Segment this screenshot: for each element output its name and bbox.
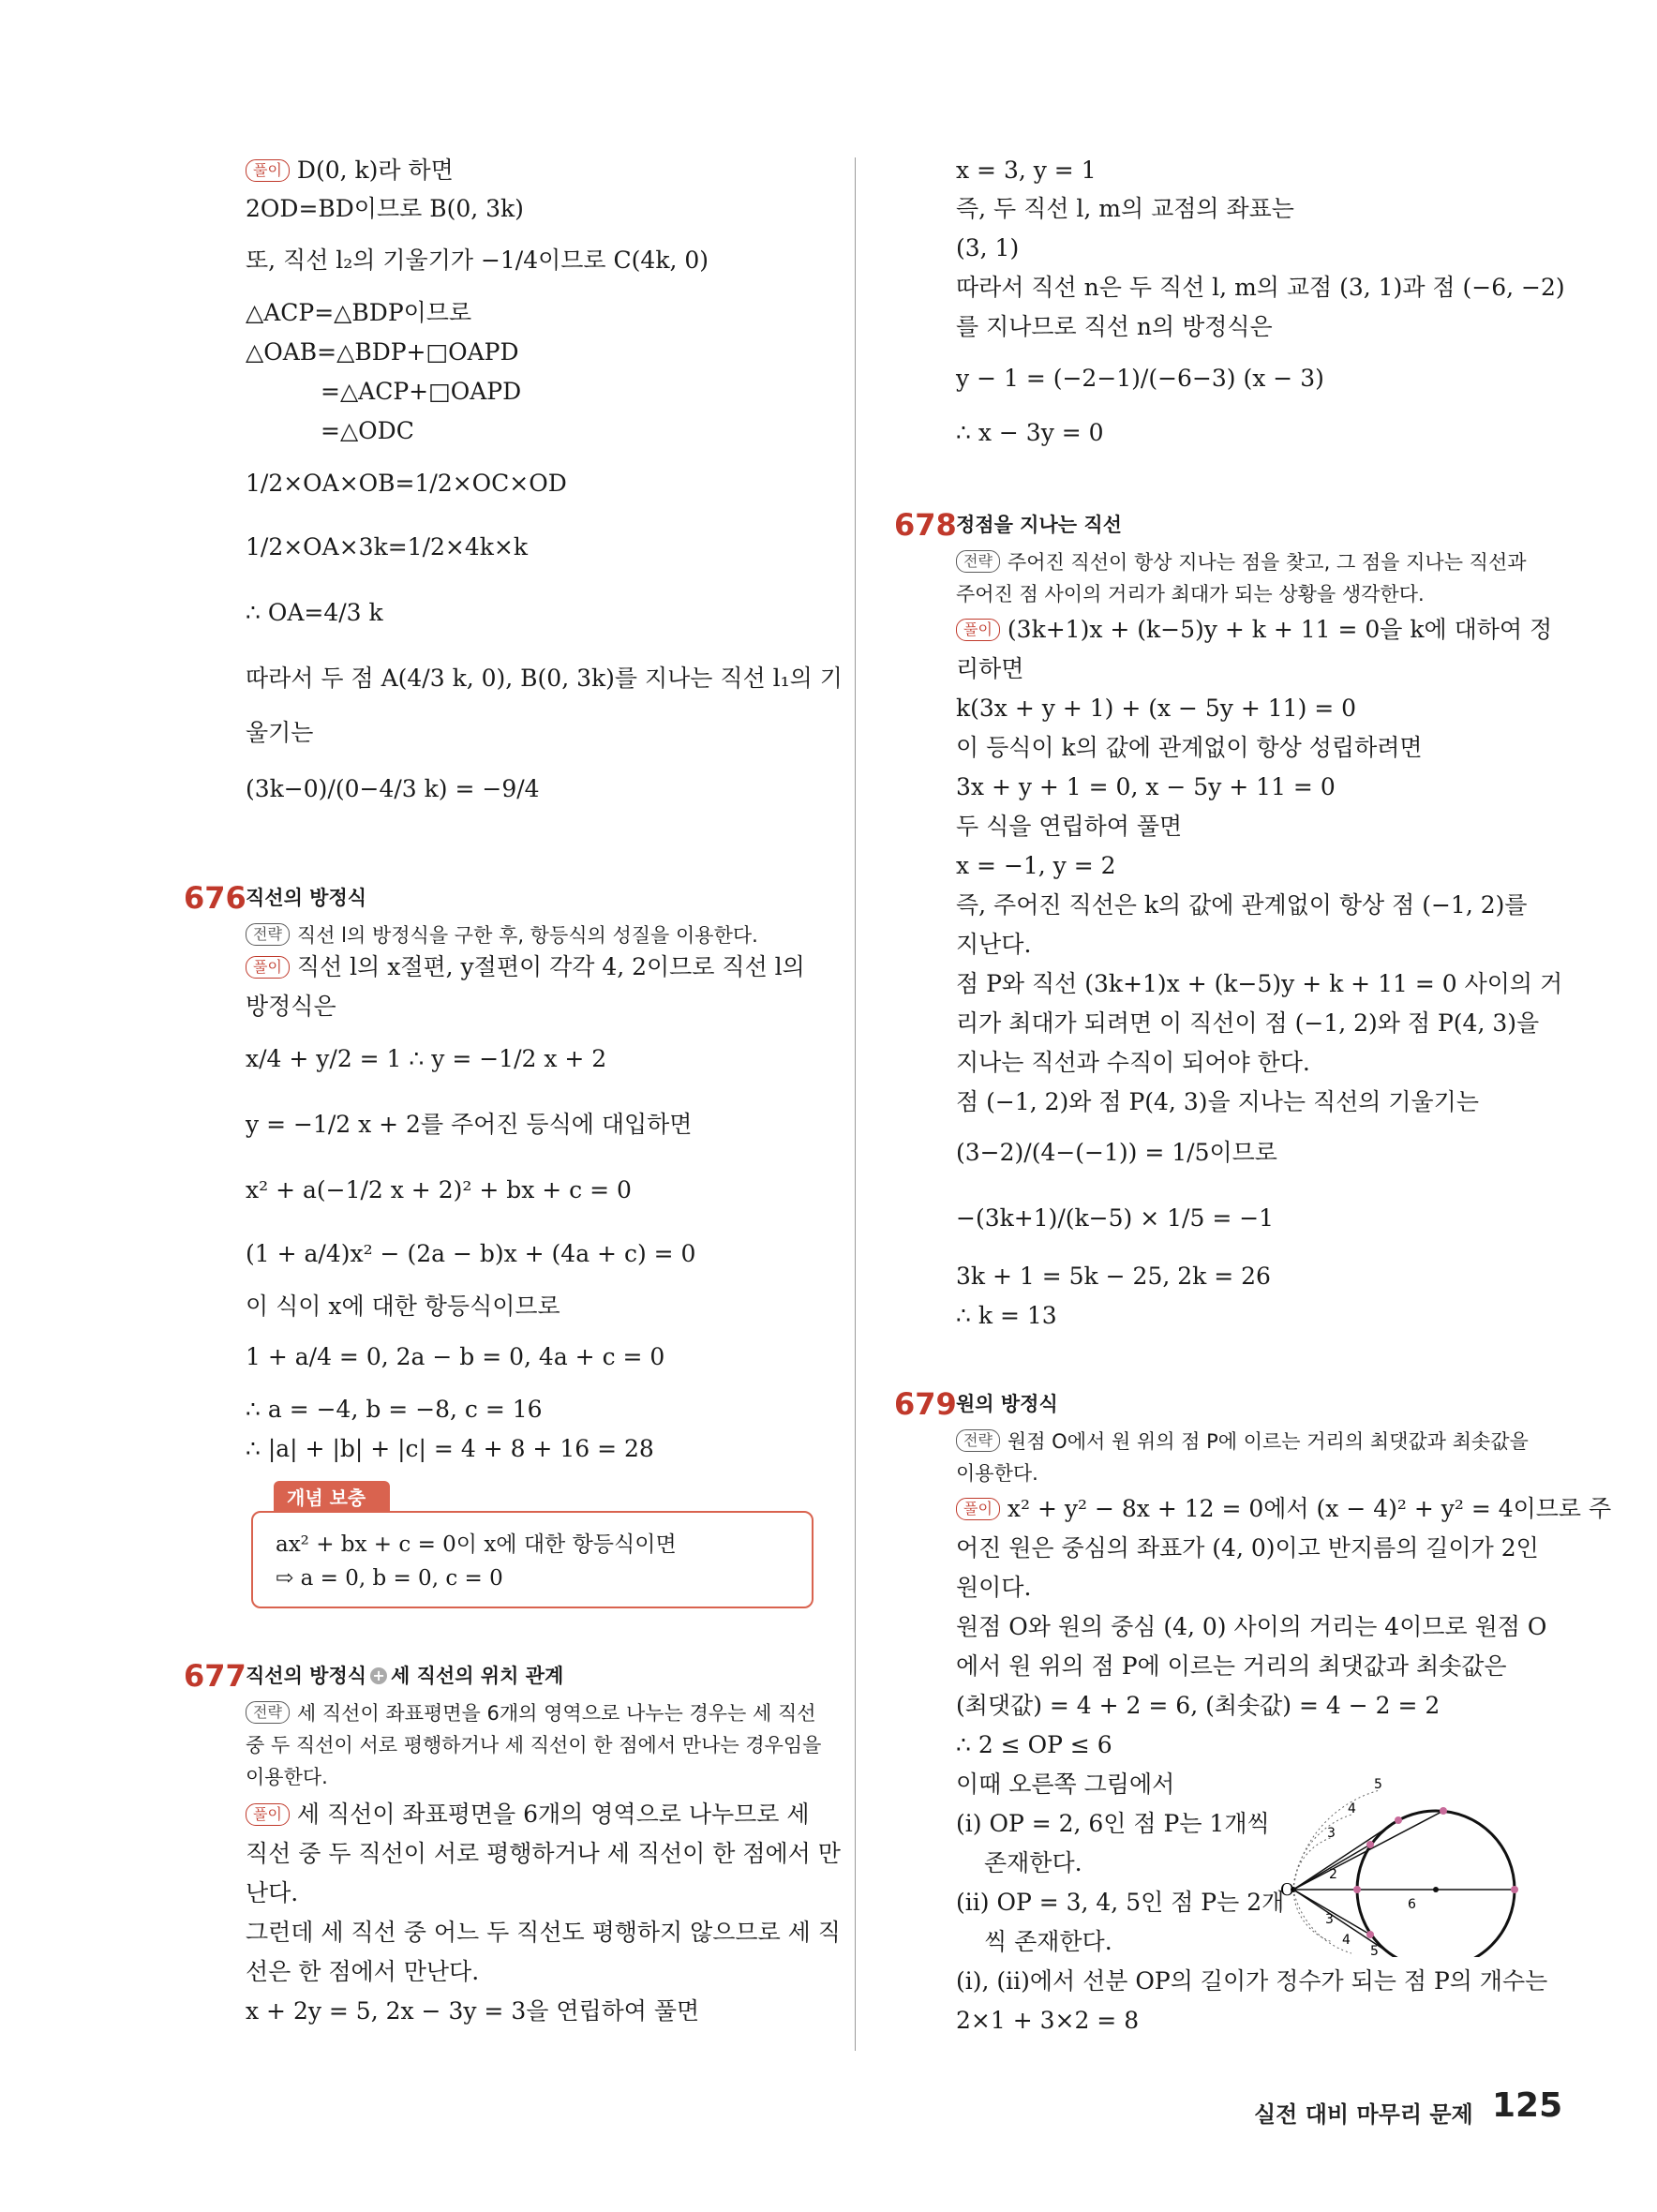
problem-title-677: 직선의 방정식 + 세 직선의 위치 관계 bbox=[246, 1665, 564, 1687]
intro-line-9: 1/2×OA×3k=1/2×4k×k bbox=[246, 533, 529, 560]
solution-679-line-10: 존재한다. bbox=[984, 1849, 1082, 1876]
concept-box-title: 개념 보충 bbox=[274, 1481, 390, 1514]
intro-line-8: 1/2×OA×OB=1/2×OC×OD bbox=[246, 470, 567, 497]
point-p-2 bbox=[1353, 1886, 1361, 1893]
solution-678-line-15: −(3k+1)/(k−5) × 1/5 = −1 bbox=[956, 1204, 1275, 1232]
intro-line-6: =△ACP+□OAPD bbox=[321, 378, 522, 405]
problem-number-679: 679 bbox=[894, 1386, 957, 1422]
solution-676-line-3: x/4 + y/2 = 1 ∴ y = −1/2 x + 2 bbox=[246, 1045, 607, 1072]
solution-678-line-2: 리하면 bbox=[956, 655, 1024, 682]
solution-tag: 풀이 bbox=[956, 619, 1000, 641]
solution-tag: 풀이 bbox=[956, 1498, 1000, 1520]
solution-679-line-11: (ⅱ) OP = 3, 4, 5인 점 P는 2개 bbox=[956, 1889, 1285, 1916]
strategy-677-line-1: 전략 세 직선이 좌표평면을 6개의 영역으로 나누는 경우는 세 직선 bbox=[246, 1698, 816, 1728]
footer-label: 실전 대비 마무리 문제 bbox=[1254, 2101, 1473, 2128]
strategy-tag: 전략 bbox=[246, 923, 290, 946]
solution-679-line-1: 풀이 x² + y² − 8x + 12 = 0에서 (x − 4)² + y² = 4이므로 주 bbox=[956, 1494, 1611, 1524]
solution-677-line-6: x + 2y = 5, 2x − 3y = 3을 연립하여 풀면 bbox=[246, 1997, 700, 2025]
solution-679-line-3: 원이다. bbox=[956, 1574, 1032, 1601]
strategy-tag: 전략 bbox=[956, 550, 1000, 573]
intro-line-12: 울기는 bbox=[246, 719, 314, 746]
problem-number-678: 678 bbox=[894, 507, 957, 543]
cont-line-7: ∴ x − 3y = 0 bbox=[956, 419, 1104, 446]
intro-line-3: 또, 직선 l₂의 기울기가 −1/4이므로 C(4k, 0) bbox=[246, 247, 709, 274]
problem-number-677: 677 bbox=[184, 1658, 246, 1694]
problem-title-676: 직선의 방정식 bbox=[246, 887, 367, 909]
solution-678-line-14: (3−2)/(4−(−1)) = 1/5이므로 bbox=[956, 1139, 1277, 1166]
solution-679-line-9: (ⅰ) OP = 2, 6인 점 P는 1개씩 bbox=[956, 1810, 1270, 1837]
point-p-3-bottom bbox=[1366, 1931, 1374, 1938]
solution-678-line-1: 풀이 (3k+1)x + (k−5)y + k + 11 = 0을 k에 대하여 정 bbox=[956, 615, 1552, 645]
solution-678-line-7: x = −1, y = 2 bbox=[956, 852, 1116, 879]
segment-OP-5-top bbox=[1293, 1811, 1443, 1890]
solution-tag: 풀이 bbox=[246, 956, 290, 979]
point-p-4-top bbox=[1395, 1816, 1402, 1824]
label-origin: O bbox=[1280, 1880, 1294, 1900]
solution-678-line-11: 리가 최대가 되려면 이 직선이 점 (−1, 2)와 점 P(4, 3)을 bbox=[956, 1009, 1540, 1037]
strategy-678-line-2: 주어진 점 사이의 거리가 최대가 되는 상황을 생각한다. bbox=[956, 583, 1425, 605]
strategy-679-line-1: 전략 원점 O에서 원 위의 점 P에 이르는 거리의 최댓값과 최솟값을 bbox=[956, 1427, 1529, 1457]
point-p-5-top bbox=[1440, 1807, 1447, 1815]
point-p-3-top bbox=[1366, 1841, 1374, 1848]
strategy-677-line-3: 이용한다. bbox=[246, 1766, 328, 1788]
strategy-678-line-1: 전략 주어진 직선이 항상 지나는 점을 찾고, 그 점을 지나는 직선과 bbox=[956, 547, 1527, 577]
solution-676-line-5: x² + a(−1/2 x + 2)² + bx + c = 0 bbox=[246, 1176, 632, 1203]
intro-line-4: △ACP=△BDP이므로 bbox=[246, 299, 472, 326]
page-number: 125 bbox=[1492, 2086, 1563, 2125]
solution-676-line-9: ∴ a = −4, b = −8, c = 16 bbox=[246, 1396, 543, 1423]
intro-line-13: (3k−0)/(0−4/3 k) = −9/4 bbox=[246, 775, 540, 802]
label-2: 2 bbox=[1329, 1867, 1337, 1882]
solution-678-line-6: 두 식을 연립하여 풀면 bbox=[956, 813, 1183, 840]
solution-679-line-2: 어진 원은 중심의 좌표가 (4, 0)이고 반지름의 길이가 2인 bbox=[956, 1534, 1539, 1562]
label-6: 6 bbox=[1408, 1897, 1416, 1912]
problem-title-679: 원의 방정식 bbox=[956, 1393, 1058, 1415]
solution-679-line-8: 이때 오른쪽 그림에서 bbox=[956, 1771, 1175, 1798]
intro-line-1: 풀이 D(0, k)라 하면 bbox=[246, 156, 454, 186]
solution-678-line-13: 점 (−1, 2)와 점 P(4, 3)을 지나는 직선의 기울기는 bbox=[956, 1088, 1479, 1115]
cont-line-2: 즉, 두 직선 l, m의 교점의 좌표는 bbox=[956, 195, 1294, 222]
intro-line-10: ∴ OA=4/3 k bbox=[246, 599, 383, 626]
intro-line-5: △OAB=△BDP+□OAPD bbox=[246, 338, 519, 366]
solution-678-line-17: ∴ k = 13 bbox=[956, 1302, 1057, 1329]
intro-line-7: =△ODC bbox=[321, 417, 414, 444]
solution-676-line-10: ∴ |a| + |b| + |c| = 4 + 8 + 16 = 28 bbox=[246, 1435, 654, 1462]
solution-679-line-7: ∴ 2 ≤ OP ≤ 6 bbox=[956, 1731, 1112, 1758]
solution-679-line-5: 에서 원 위의 점 P에 이르는 거리의 최댓값과 최솟값은 bbox=[956, 1652, 1507, 1680]
intro-line-2: 2OD=BD이므로 B(0, 3k) bbox=[246, 195, 524, 222]
solution-678-line-12: 지나는 직선과 수직이 되어야 한다. bbox=[956, 1049, 1310, 1076]
solution-678-line-10: 점 P와 직선 (3k+1)x + (k−5)y + k + 11 = 0 사이의 거 bbox=[956, 970, 1563, 997]
cont-line-5: 를 지나므로 직선 n의 방정식은 bbox=[956, 313, 1273, 340]
column-divider bbox=[855, 157, 856, 2051]
strategy-tag: 전략 bbox=[956, 1429, 1000, 1452]
solution-678-line-4: 이 등식이 k의 값에 관계없이 항상 성립하려면 bbox=[956, 734, 1423, 761]
solution-tag: 풀이 bbox=[246, 159, 290, 182]
segment-OP-4-top bbox=[1293, 1820, 1398, 1890]
solution-678-line-16: 3k + 1 = 5k − 25, 2k = 26 bbox=[956, 1263, 1271, 1290]
label-top-4: 4 bbox=[1348, 1801, 1356, 1816]
solution-677-line-2: 직선 중 두 직선이 서로 평행하거나 세 직선이 한 점에서 만 bbox=[246, 1840, 841, 1867]
label-bottom-4: 4 bbox=[1342, 1933, 1351, 1948]
point-p-6 bbox=[1511, 1886, 1518, 1893]
solution-676-line-8: 1 + a/4 = 0, 2a − b = 0, 4a + c = 0 bbox=[246, 1343, 665, 1370]
solution-676-line-4: y = −1/2 x + 2를 주어진 등식에 대입하면 bbox=[246, 1111, 693, 1138]
solution-679-line-4: 원점 O와 원의 중심 (4, 0) 사이의 거리는 4이므로 원점 O bbox=[956, 1613, 1547, 1640]
solution-679-line-12: 씩 존재한다. bbox=[984, 1928, 1112, 1955]
solution-676-line-2: 방정식은 bbox=[246, 993, 336, 1020]
concept-line-2: ⇨ a = 0, b = 0, c = 0 bbox=[276, 1566, 503, 1591]
plus-icon: + bbox=[370, 1667, 387, 1684]
solution-677-line-5: 선은 한 점에서 만난다. bbox=[246, 1958, 480, 1985]
intro-line-11: 따라서 두 점 A(4/3 k, 0), B(0, 3k)를 지나는 직선 l₁의 기 bbox=[246, 665, 843, 692]
solution-676-line-7: 이 식이 x에 대한 항등식이므로 bbox=[246, 1293, 560, 1320]
solution-677-line-1: 풀이 세 직선이 좌표평면을 6개의 영역으로 나누므로 세 bbox=[246, 1800, 810, 1830]
arc-3-top bbox=[1293, 1837, 1333, 1890]
solution-678-line-3: k(3x + y + 1) + (x − 5y + 11) = 0 bbox=[956, 695, 1357, 722]
concept-box bbox=[251, 1511, 814, 1608]
solution-676-line-1: 풀이 직선 l의 x절편, y절편이 각각 4, 2이므로 직선 l의 bbox=[246, 952, 805, 982]
main-circle bbox=[1357, 1811, 1515, 1957]
cont-line-4: 따라서 직선 n은 두 직선 l, m의 교점 (3, 1)과 점 (−6, −2) bbox=[956, 274, 1565, 301]
problem-title-678: 정점을 지나는 직선 bbox=[956, 514, 1122, 536]
label-bottom-5: 5 bbox=[1370, 1944, 1379, 1957]
concept-line-1: ax² + bx + c = 0이 x에 대한 항등식이면 bbox=[276, 1532, 677, 1557]
solution-679-line-14: 2×1 + 3×2 = 8 bbox=[956, 2007, 1140, 2034]
solution-678-line-9: 지난다. bbox=[956, 931, 1032, 958]
solution-678-line-8: 즉, 주어진 직선은 k의 값에 관계없이 항상 점 (−1, 2)를 bbox=[956, 891, 1528, 919]
center-point bbox=[1433, 1887, 1439, 1892]
strategy-676: 전략 직선 l의 방정식을 구한 후, 항등식의 성질을 이용한다. bbox=[246, 920, 758, 950]
strategy-679-line-2: 이용한다. bbox=[956, 1462, 1038, 1485]
cont-line-3: (3, 1) bbox=[956, 234, 1020, 262]
solution-679-line-6: (최댓값) = 4 + 2 = 6, (최솟값) = 4 − 2 = 2 bbox=[956, 1692, 1441, 1719]
problem-number-676: 676 bbox=[184, 880, 246, 916]
label-top-5: 5 bbox=[1374, 1777, 1382, 1792]
label-bottom-3: 3 bbox=[1325, 1912, 1334, 1927]
solution-677-line-3: 난다. bbox=[246, 1879, 299, 1906]
circle-distance-figure bbox=[1276, 1770, 1530, 1957]
solution-676-line-6: (1 + a/4)x² − (2a − b)x + (4a + c) = 0 bbox=[246, 1240, 696, 1267]
cont-line-1: x = 3, y = 1 bbox=[956, 157, 1097, 184]
strategy-tag: 전략 bbox=[246, 1701, 290, 1724]
solution-tag: 풀이 bbox=[246, 1803, 290, 1826]
solution-677-line-4: 그런데 세 직선 중 어느 두 직선도 평행하지 않으므로 세 직 bbox=[246, 1919, 841, 1946]
solution-679-line-13: (ⅰ), (ⅱ)에서 선분 OP의 길이가 정수가 되는 점 P의 개수는 bbox=[956, 1967, 1548, 1995]
cont-line-6: y − 1 = (−2−1)/(−6−3) (x − 3) bbox=[956, 365, 1324, 392]
solution-678-line-5: 3x + y + 1 = 0, x − 5y + 11 = 0 bbox=[956, 773, 1336, 800]
strategy-677-line-2: 중 두 직선이 서로 평행하거나 세 직선이 한 점에서 만나는 경우임을 bbox=[246, 1734, 822, 1756]
label-top-3: 3 bbox=[1327, 1826, 1336, 1841]
